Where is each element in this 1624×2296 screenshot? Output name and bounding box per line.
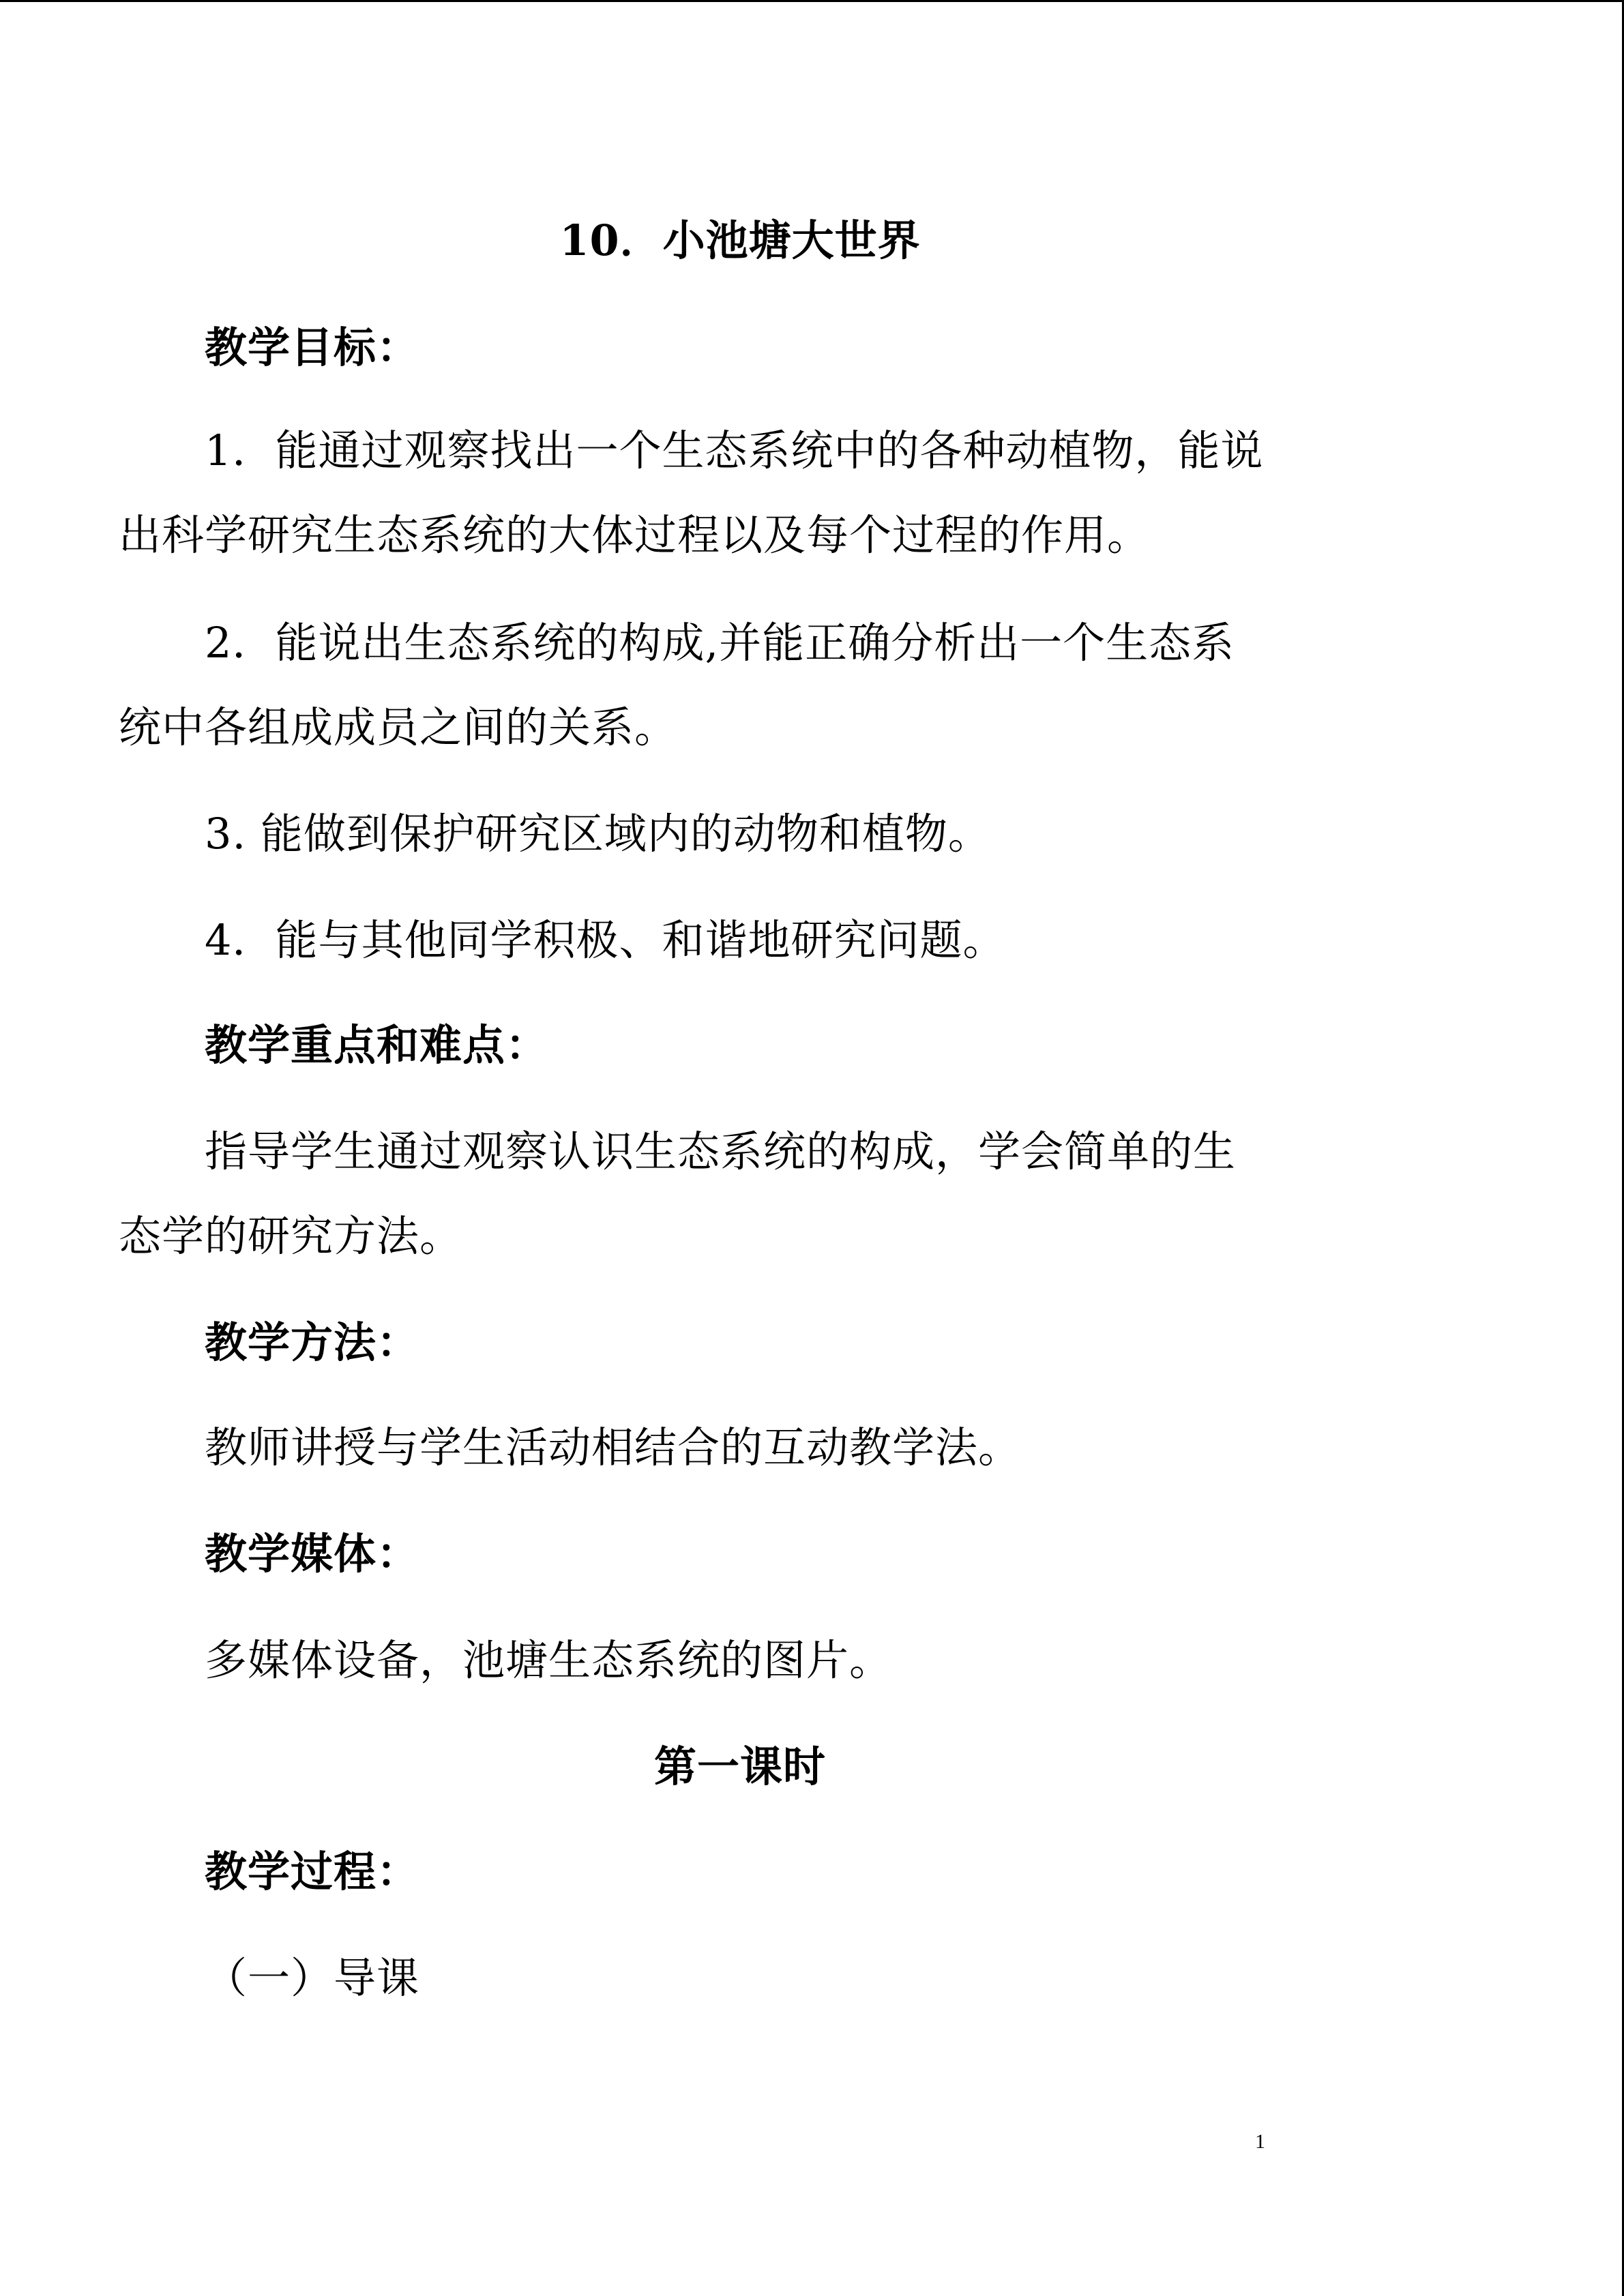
objective-3: 3. 能做到保护研究区域内的动物和植物。	[205, 809, 991, 859]
key-points-line-2: 态学的研究方法。	[119, 1211, 463, 1261]
objective-1-line-1: 1．能通过观察找出一个生态系统中的各种动植物，能说	[205, 426, 1264, 475]
method-heading: 教学方法：	[205, 1317, 420, 1367]
process-step-1: （一）导课	[205, 1953, 420, 2003]
media-heading: 教学媒体：	[205, 1529, 420, 1579]
objective-4: 4．能与其他同学积极、和谐地研究问题。	[205, 915, 1006, 965]
process-heading: 教学过程：	[205, 1847, 420, 1896]
page-number: 1	[1255, 2130, 1265, 2153]
objective-2-line-1: 2．能说出生态系统的构成,并能正确分析出一个生态系	[205, 618, 1235, 668]
method-text: 教师讲授与学生活动相结合的互动教学法。	[205, 1422, 1022, 1472]
objective-2-line-2: 统中各组成成员之间的关系。	[119, 702, 678, 752]
key-points-heading: 教学重点和难点：	[205, 1020, 549, 1070]
lesson-heading: 第一课时	[653, 1742, 826, 1791]
media-text: 多媒体设备，池塘生态系统的图片。	[205, 1635, 893, 1685]
objective-1-line-2: 出科学研究生态系统的大体过程以及每个过程的作用。	[119, 510, 1151, 560]
objectives-heading: 教学目标：	[205, 323, 420, 372]
document-title: 10．小池塘大世界	[559, 215, 921, 265]
key-points-line-1: 指导学生通过观察认识生态系统的构成，学会简单的生	[205, 1127, 1237, 1176]
